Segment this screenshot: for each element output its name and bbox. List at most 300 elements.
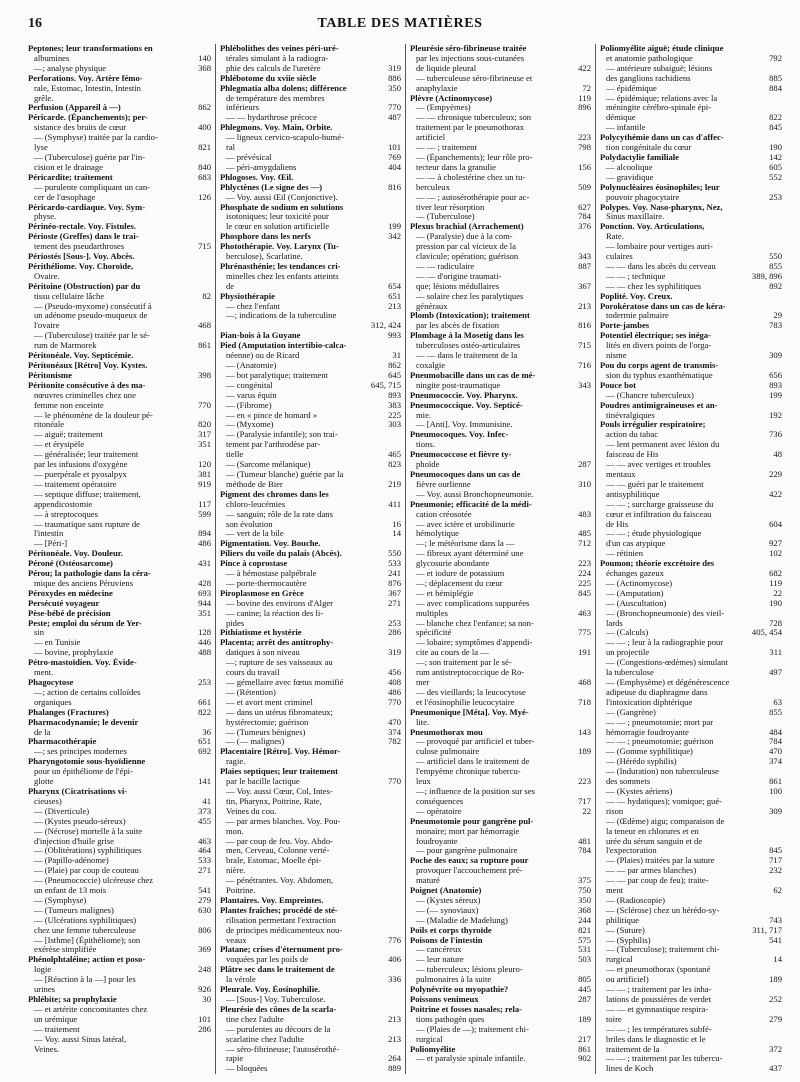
index-entry xyxy=(220,945,401,955)
index-entry-text: par le bacille lactique xyxy=(226,777,300,787)
index-entry xyxy=(28,787,211,797)
index-entry-text: — fibreux ayant déterminé une xyxy=(416,549,524,559)
index-entry xyxy=(600,648,782,658)
index-entry-text: tin, Pharynx, Poitrine, Rate, xyxy=(226,796,322,806)
index-entry-text: monaire; mort par hémorragie xyxy=(416,826,520,836)
index-entry-text: clavicule; opération; guérison xyxy=(416,252,519,262)
index-entry xyxy=(600,896,782,906)
index-entry-text: spécificité xyxy=(416,628,452,638)
index-entry xyxy=(220,212,401,222)
index-entry-page: 717 xyxy=(578,795,591,806)
index-entry xyxy=(220,688,401,698)
index-entry xyxy=(410,183,591,193)
index-entry-text: tion congénitale du cœur xyxy=(606,143,692,153)
index-entry-page: 372 xyxy=(769,1043,782,1054)
index-entry-page: 783 xyxy=(769,320,782,331)
index-entry xyxy=(28,589,211,599)
index-entry-page: 253 xyxy=(198,677,211,687)
index-entry xyxy=(28,549,211,559)
index-entry xyxy=(600,708,782,718)
index-entry-page: 784 xyxy=(578,211,591,222)
index-entry-page: 190 xyxy=(769,597,782,608)
index-entry xyxy=(410,678,591,688)
index-entry-text: — (Auscultation) xyxy=(606,598,667,608)
index-entry-text: conséquences xyxy=(416,796,464,806)
index-entry-page: 465 xyxy=(388,449,401,460)
index-entry-page: 463 xyxy=(198,835,211,846)
index-entry-text: chez une femme tuberculeuse xyxy=(34,925,136,935)
index-entry-page: 627 xyxy=(578,201,591,212)
index-entry xyxy=(220,856,401,866)
index-entry xyxy=(600,817,782,827)
index-entry xyxy=(28,728,211,738)
index-entry-text: Pleurésie séro-fibrineuse traitée xyxy=(410,44,527,53)
index-entry-text: organiques xyxy=(34,697,72,707)
index-entry-text: — séro-fibrineuse; l'autosérothé- xyxy=(226,1044,340,1054)
index-entry xyxy=(410,153,591,163)
index-entry xyxy=(220,64,401,74)
index-entry-page: 431 xyxy=(198,558,211,569)
index-entry xyxy=(410,797,591,807)
index-entry xyxy=(410,143,591,153)
index-entry-text: — blanche chez l'enfance; sa non- xyxy=(416,618,534,628)
index-entry-text: Polynucléaires éosinophiles; leur xyxy=(600,182,720,192)
index-entry xyxy=(28,391,211,401)
index-entry-text: — varus équin xyxy=(226,390,277,400)
index-entry xyxy=(410,837,591,847)
index-entry-text: — — ; leur à la radiographie pour xyxy=(606,638,724,648)
index-entry-text: tions. xyxy=(416,440,435,450)
index-entry xyxy=(28,945,211,955)
index-entry-page: 319 xyxy=(388,62,401,73)
index-entry-page: 223 xyxy=(578,776,591,787)
index-entry xyxy=(28,757,211,767)
index-entry xyxy=(220,351,401,361)
index-entry xyxy=(220,391,401,401)
index-entry-text: — — dans les abcès du cerveau xyxy=(606,261,716,271)
index-entry xyxy=(410,173,591,183)
index-entry xyxy=(410,74,591,84)
index-entry-page: 470 xyxy=(388,716,401,727)
index-entry xyxy=(28,985,211,995)
index-entry xyxy=(28,797,211,807)
index-entry-text: Phlébite; sa prophylaxie xyxy=(28,995,117,1004)
index-entry-page: 712 xyxy=(578,538,591,549)
index-entry-text: Poplité. Voy. Creux. xyxy=(600,291,673,301)
index-entry-page: 199 xyxy=(388,221,401,232)
index-entry-text: phoïde xyxy=(416,460,440,470)
index-entry-text: Piliers du voile du palais (Abcès). xyxy=(220,549,342,559)
index-entry-text: Périnéo-rectale. Voy. Fistules. xyxy=(28,222,136,232)
index-entry-text: rapie xyxy=(226,1054,244,1064)
index-entry-page: 486 xyxy=(198,538,211,549)
index-entry-text: rison xyxy=(606,806,624,816)
index-entry xyxy=(600,520,782,530)
index-entry-text: — (— synoviaux) xyxy=(416,905,479,915)
index-entry-page: 14 xyxy=(392,528,401,539)
index-entry-text: urines xyxy=(34,985,56,995)
index-entry-page: 823 xyxy=(388,459,401,470)
index-entry xyxy=(220,103,401,113)
index-entry-text: Rate. xyxy=(606,232,624,242)
index-entry-text: le cœur en solution artificielle xyxy=(226,222,330,232)
index-entry xyxy=(600,490,782,500)
index-entry-text: — à streptocoques xyxy=(34,509,98,519)
index-entry-text: — [Réaction à la —] pour les xyxy=(34,975,136,985)
index-entry xyxy=(600,856,782,866)
index-entry xyxy=(410,648,591,658)
index-entry-text: Phosphore dans les nerfs xyxy=(220,232,311,242)
index-entry xyxy=(28,579,211,589)
index-entry-text: Pian-bois à la Guyane xyxy=(220,331,301,341)
index-entry xyxy=(410,470,591,480)
index-entry-text: exérèse simplifiée xyxy=(34,945,97,955)
index-entry xyxy=(410,252,591,262)
index-entry xyxy=(28,302,211,312)
index-entry-text: — septique diffuse; traitement, xyxy=(34,489,141,499)
index-entry-text: philitique xyxy=(606,915,639,925)
index-entry-text: adipeuse du diaphragme dans xyxy=(606,687,708,697)
index-entry-text: Pharynx (Cicatrisations vi- xyxy=(28,786,128,796)
index-entry-page: 855 xyxy=(769,706,782,717)
index-entry xyxy=(600,450,782,460)
index-entry-page: 374 xyxy=(769,756,782,767)
index-entry xyxy=(410,401,591,411)
index-entry-text: mique des anciens Péruviens xyxy=(34,578,134,588)
index-entry xyxy=(600,926,782,936)
index-entry-text: Photothérapie. Voy. Larynx (Tu- xyxy=(220,242,339,252)
index-entry xyxy=(28,430,211,440)
index-entry-text: — [Péri-] xyxy=(34,539,68,549)
index-entry-page: 351 xyxy=(198,439,211,450)
index-entry-text: Péritoine (Obstruction) par du xyxy=(28,281,141,291)
index-entry-text: — tuberculeuse séro-fibrineuse et xyxy=(416,73,533,83)
index-entry xyxy=(28,64,211,74)
index-entry-text: —; rupture de ses vaisseaux au xyxy=(226,658,333,668)
index-entry xyxy=(410,827,591,837)
index-entry-page: 189 xyxy=(578,746,591,757)
index-entry xyxy=(410,777,591,787)
index-entry xyxy=(410,1005,591,1015)
index-entry xyxy=(28,440,211,450)
index-entry xyxy=(410,94,591,104)
index-columns xyxy=(28,44,786,1074)
index-entry-text: la teneur en chlorures et en xyxy=(606,826,699,836)
index-entry xyxy=(28,282,211,292)
index-entry-text: — (— malignes) xyxy=(226,737,285,747)
index-entry xyxy=(600,955,782,965)
index-entry xyxy=(600,430,782,440)
index-entry-page: 143 xyxy=(578,726,591,737)
index-entry xyxy=(600,609,782,619)
index-entry-page: 22 xyxy=(773,587,782,598)
index-entry xyxy=(410,599,591,609)
index-entry-page: 16 xyxy=(392,518,401,529)
index-entry xyxy=(410,1054,591,1064)
index-entry xyxy=(410,579,591,589)
index-entry-text: Pneumonique [Méta]. Voy. Myé- xyxy=(410,707,529,717)
index-entry xyxy=(28,668,211,678)
index-entry-text: rilisation permettant l'extraction xyxy=(226,915,336,925)
index-entry-text: Poliomyélite xyxy=(410,1044,456,1054)
index-entry xyxy=(600,747,782,757)
index-entry-text: d'injection d'huile grise xyxy=(34,836,114,846)
index-entry xyxy=(28,846,211,856)
index-entry-page: 531 xyxy=(578,944,591,955)
index-entry-text: Pneumothorax mou xyxy=(410,727,483,737)
index-entry xyxy=(410,668,591,678)
index-entry-text: Phosphate de sodium en solutions xyxy=(220,202,344,212)
index-entry xyxy=(28,965,211,975)
index-entry-page: 605 xyxy=(769,161,782,172)
index-entry xyxy=(600,272,782,282)
index-entry xyxy=(410,896,591,906)
index-entry-text: Phalanges (Fractures) xyxy=(28,707,109,717)
index-entry-text: — (Empyèmes) xyxy=(416,103,471,113)
index-entry xyxy=(410,1045,591,1055)
index-entry-text: Plantaires. Voy. Empreintes. xyxy=(220,895,324,905)
index-entry xyxy=(28,143,211,153)
index-entry-text: Plombage à la Mosetig dans les xyxy=(410,331,524,341)
index-entry-text: Porokératose dans un cas de kéra- xyxy=(600,301,726,311)
index-entry-text: minelles chez les enfants atteints xyxy=(226,271,339,281)
index-entry-text: Pneumocoques dans un cas de xyxy=(410,469,521,479)
index-entry-text: hémolytique xyxy=(416,529,459,539)
index-entry xyxy=(28,886,211,896)
index-entry-page: 782 xyxy=(388,736,401,747)
index-entry-text: Péritonite consécutive à des ma- xyxy=(28,380,146,390)
index-entry-page: 224 xyxy=(578,568,591,579)
index-entry-text: de principes médicamenteux nou- xyxy=(226,925,343,935)
index-entry xyxy=(600,411,782,421)
index-entry-text: des ganglions rachidiens xyxy=(606,73,691,83)
index-entry-text: — (Induration) non tuberculeuse xyxy=(606,767,719,777)
index-entry xyxy=(220,113,401,123)
index-entry-text: brale, Estomac, Moelle épi- xyxy=(226,856,322,866)
index-entry-page: 350 xyxy=(578,894,591,905)
index-entry-text: — lent permanent avec lésion du xyxy=(606,440,720,450)
index-entry xyxy=(220,470,401,480)
index-entry xyxy=(410,965,591,975)
index-entry-text: Veines du cou. xyxy=(226,806,277,816)
index-entry xyxy=(600,153,782,163)
index-entry-text: — épidémique xyxy=(606,83,657,93)
index-entry-text: inférieurs xyxy=(226,103,259,113)
index-entry-text: —; indications de la tuberculine xyxy=(226,311,337,321)
index-entry xyxy=(28,708,211,718)
index-entry xyxy=(600,84,782,94)
index-entry xyxy=(410,391,591,401)
index-entry-text: — et érysipèle xyxy=(34,440,85,450)
index-entry-text: — (Paralysie infantile); son trai- xyxy=(226,430,338,440)
index-entry xyxy=(410,302,591,312)
index-entry xyxy=(600,64,782,74)
index-entry-text: Phlegmatia alba dolens; différence xyxy=(220,83,347,93)
index-entry-text: — — ; traitement par les tubercu- xyxy=(606,1054,723,1064)
index-entry-text: Pharmacothérapie xyxy=(28,737,97,747)
index-entry-page: 861 xyxy=(578,1043,591,1054)
index-entry xyxy=(410,1025,591,1035)
index-entry-page: 816 xyxy=(388,181,401,192)
index-entry-text: — (Œdème) aigu; comparaison de xyxy=(606,816,725,826)
index-entry-page: 485 xyxy=(578,528,591,539)
index-entry-text: tiver leur résorption xyxy=(416,202,485,212)
index-entry-page: 743 xyxy=(769,914,782,925)
index-entry-text: Pneumotomie pour gangrène pul- xyxy=(410,816,534,826)
index-entry-page: 445 xyxy=(578,984,591,995)
index-entry-page: 279 xyxy=(198,894,211,905)
index-entry-text: Piroplasmose en Grèce xyxy=(220,588,304,598)
index-entry-text: d'un cas atypique xyxy=(606,539,666,549)
index-entry-page: 156 xyxy=(578,161,591,172)
index-entry xyxy=(220,450,401,460)
index-entry-text: — et hémiplégie xyxy=(416,588,474,598)
index-entry xyxy=(600,460,782,470)
index-entry xyxy=(600,212,782,222)
index-entry-page: 100 xyxy=(769,785,782,796)
index-entry xyxy=(410,490,591,500)
index-entry-page: 63 xyxy=(773,696,782,707)
index-entry-text: —; le météorisme dans la — xyxy=(416,539,515,549)
index-entry xyxy=(410,242,591,252)
index-entry-text: — par armes blanches. Voy. Pou- xyxy=(226,816,341,826)
index-entry xyxy=(410,995,591,1005)
index-entry xyxy=(600,678,782,688)
index-column-3 xyxy=(406,44,596,1074)
index-entry-page: 919 xyxy=(198,478,211,489)
index-entry-text: — — à cholestérine chez un tu- xyxy=(416,172,526,182)
index-entry xyxy=(410,113,591,123)
index-entry xyxy=(410,500,591,510)
index-entry xyxy=(220,995,401,1005)
index-entry-text: l'expectoration xyxy=(606,846,657,856)
index-entry xyxy=(600,331,782,341)
index-entry xyxy=(28,926,211,936)
index-entry xyxy=(410,559,591,569)
index-entry-text: — (Épanchements); leur rôle pro- xyxy=(416,152,533,162)
index-entry xyxy=(220,1015,401,1025)
index-entry-text: — (Actinomycose) xyxy=(606,578,673,588)
index-entry-page: 336 xyxy=(388,974,401,985)
index-entry xyxy=(600,203,782,213)
index-entry xyxy=(220,787,401,797)
index-entry-text: de température des membres xyxy=(226,93,325,103)
index-entry-text: de xyxy=(226,281,235,291)
page-title: TABLE DES MATIÈRES xyxy=(317,16,483,31)
index-entry-page: 437 xyxy=(769,1063,782,1074)
index-entry-page: 483 xyxy=(578,508,591,519)
index-entry-text: Perforations. Voy. Artère fémo- xyxy=(28,73,143,83)
index-entry-text: tions pathogén ques xyxy=(416,1014,485,1024)
index-entry xyxy=(28,569,211,579)
index-entry-page: 792 xyxy=(769,52,782,63)
index-entry-page: 488 xyxy=(198,647,211,658)
index-entry-text: — porte-thermocautère xyxy=(226,578,307,588)
index-entry-page: 30 xyxy=(202,994,211,1004)
index-entry-page: 271 xyxy=(388,597,401,608)
index-entry-text: — et avort ment criminel xyxy=(226,697,313,707)
index-entry xyxy=(410,520,591,530)
index-entry-text: Poignet (Anatomie) xyxy=(410,886,482,896)
index-entry-page: 213 xyxy=(578,300,591,311)
index-entry-text: —; analyse physique xyxy=(34,63,107,73)
index-entry-text: ragie. xyxy=(226,757,246,767)
index-entry-text: la tuberculose xyxy=(606,668,654,678)
index-entry-text: Pèse-bébé de précision xyxy=(28,608,111,618)
index-entry-text: la vérole xyxy=(226,975,256,985)
index-entry-text: pour un épithéliome de l'épi- xyxy=(34,767,133,777)
index-entry-page: 533 xyxy=(388,558,401,569)
index-entry-text: ment xyxy=(606,886,624,896)
index-entry-page: 750 xyxy=(578,885,591,896)
index-entry-page: 342 xyxy=(388,231,401,242)
index-entry-page: 822 xyxy=(769,112,782,123)
index-entry xyxy=(410,619,591,629)
index-entry-page: 645, 715 xyxy=(370,379,401,390)
index-entry xyxy=(410,133,591,143)
index-entry-page: 350 xyxy=(388,82,401,93)
index-entry-page: 225 xyxy=(578,577,591,588)
index-entry-page: 887 xyxy=(578,260,591,271)
index-entry-page: 464 xyxy=(198,845,211,856)
index-entry-page: 456 xyxy=(388,667,401,678)
index-entry-page: 287 xyxy=(578,994,591,1004)
index-entry-text: — — ; pneumotomie; guérison xyxy=(606,737,714,747)
index-entry-text: mer xyxy=(416,678,430,687)
index-entry-page: 509 xyxy=(578,181,591,192)
index-entry-text: fièvre ourlienne xyxy=(416,479,471,489)
index-entry-text: urée du sérum sanguin et de xyxy=(606,836,703,846)
index-entry-page: 889 xyxy=(388,1063,401,1074)
index-entry xyxy=(220,619,401,629)
index-entry xyxy=(410,985,591,995)
index-entry xyxy=(28,856,211,866)
index-entry xyxy=(220,361,401,371)
index-entry-text: — (Myxome) xyxy=(226,420,274,430)
index-entry xyxy=(28,272,211,282)
index-entry-text: lards xyxy=(606,618,623,628)
index-entry xyxy=(410,569,591,579)
index-entry-text: Ponction. Voy. Articulations, xyxy=(600,222,705,232)
index-entry-text: l'intoxication diphtérique xyxy=(606,697,693,707)
index-entry-text: — sanguin; rôle de la rate dans xyxy=(226,509,333,519)
index-entry-page: 232 xyxy=(769,865,782,876)
index-entry-page: 840 xyxy=(198,161,211,172)
index-entry-text: — (Sclérose) chez un hérédo-sy- xyxy=(606,905,720,915)
index-entry-text: nisme xyxy=(606,351,627,361)
index-entry-text: glotte xyxy=(34,777,54,787)
index-entry xyxy=(28,232,211,242)
index-entry xyxy=(220,609,401,619)
index-entry-page: 219 xyxy=(388,478,401,489)
index-entry-page: 406 xyxy=(388,954,401,965)
index-entry xyxy=(410,411,591,421)
index-entry-text: antisyphilitique xyxy=(606,489,660,499)
index-entry xyxy=(220,1064,401,1074)
index-entry-page: 541 xyxy=(198,885,211,896)
index-entry xyxy=(410,807,591,817)
index-entry xyxy=(410,331,591,341)
index-entry xyxy=(600,846,782,856)
index-entry xyxy=(220,460,401,470)
index-entry-text: veaux xyxy=(226,935,247,945)
index-entry-page: 189 xyxy=(578,1013,591,1024)
index-entry xyxy=(220,599,401,609)
index-entry-text: appendicostomie xyxy=(34,499,93,509)
index-entry-text: — dans un utérus fibromateux; xyxy=(226,707,333,717)
index-entry-text: — antérieure subaiguë; lésions xyxy=(606,63,713,73)
index-entry-text: de liquide pleural xyxy=(416,63,477,73)
